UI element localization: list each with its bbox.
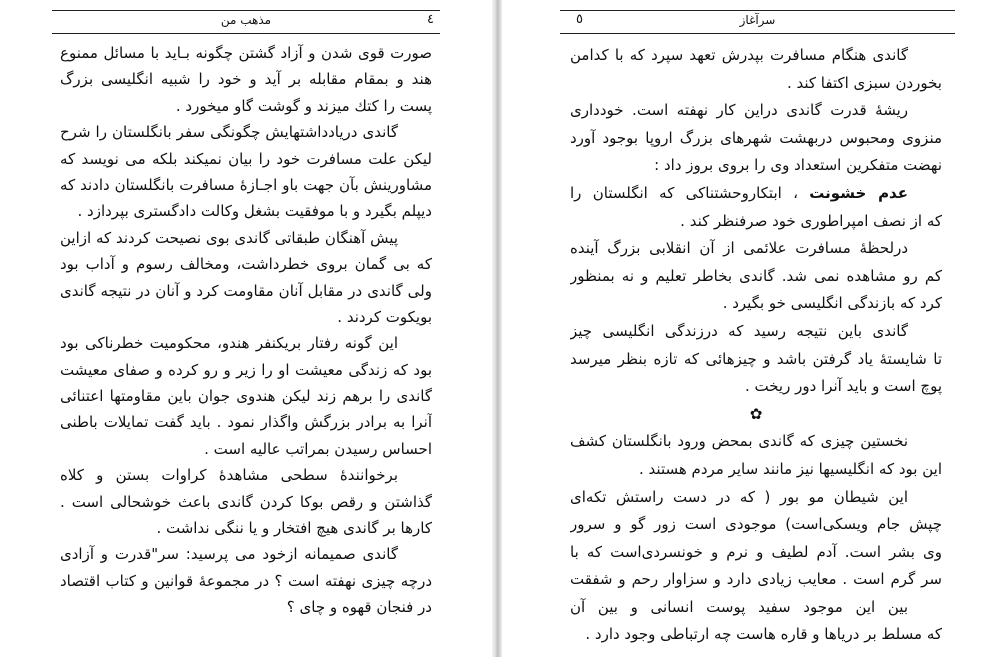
text-line: وی بشر است. آدم لطیف و نرم و خونسردی‌است که با [570,542,942,561]
running-header [560,10,955,34]
header-title: سرآغاز [739,13,776,27]
text-line: دیپلم بگیرد و با موفقیت بشغل وکالت دادگستری بپردازد . [77,202,432,221]
text-line: گاندی هنگام مسافرت بپدرش تعهد سپرد که با کدامن [570,46,908,64]
text-line: این بود که انگلیسیها نیز مانند سایر مردم هستند . [639,459,942,478]
text-line [570,180,942,208]
text-line: منزوی ومحبوس دربهشت شهرهای بزرگ اروپا بوجود آورد [570,128,942,147]
text-line: درلحظهٔ مسافرت علائمی از آن انقلابی بزرگ آینده [570,239,908,258]
section-ornament-icon: ✿ [749,404,763,423]
text-line: گاندی صمیمانه ازخود می پرسید: سر"قدرت و آزادی [60,545,398,564]
text-line: آنرا به برادر بزرگش واگذار نمود . باید گفت تمایلات باطنی [60,413,432,432]
text-line: مشاورینش بآن جهت باو اجـازهٔ مسافرت بانگلستان دادند که [60,175,432,194]
text-line: بخوردن سبزی اکتفا کند . [786,73,942,92]
text-line: برخوانندهٔ سطحی مشاهدهٔ کراوات بستن و کلاه [60,466,398,485]
text-line: گاندی را برهم زند لیکن هندوی جوان باین مقاومتها اعتنائی [60,387,432,406]
text-line: بویکوت کردند . [337,307,432,326]
text-line: چپش جام ویسکی‌است) موجودی است زور گو و سرور [570,515,942,534]
text-line: ولی گاندی در مقابل آنان مقاومت کرد و آنان در نتیجه گاندی [60,281,432,300]
text-line: که از نصف امپراطوری خود صرفنظر کند . [680,211,942,230]
book-spine [492,0,502,657]
text-line: گاندی باین نتیجه رسید که درزندگی انگلیسی چیز [570,321,908,340]
right-page [502,0,1002,657]
text-line-rest: ، ابتکاروحشتناکی که انگلستان را [570,183,798,202]
text-line: کارها بر گاندی هیچ افتخار و یا ننگی نداشت . [156,519,432,538]
text-line: ریشهٔ قدرت گاندی دراین کار نهفته است. خودداری [570,101,908,120]
text-line: که مسلط بر دریاها و قاره هاست چه ارتباطی وجود دارد . [585,625,942,644]
text-line: درچه چیزی نهفته است ؟ در مجموعهٔ قوانین و کتاب اقتصاد [60,571,432,590]
page-number: ٥ [576,12,583,27]
text-line: لیکن علت مسافرت خود را بیان نمیکند بلکه می نویسد که [60,149,432,168]
text-line: پست را کتك میزند و گوشت گاو میخورد . [175,96,432,115]
left-page [0,0,492,657]
text-line: گذاشتن و رقص بوکا کردن گاندی باعث خوشحالی است . [60,492,432,511]
text-line: احساس رسیدن بمراتب عالیه است . [204,439,432,458]
text-line: کرد که بازندگی انگلیسی خو بگیرد . [722,294,942,313]
text-line: که بی گمان بروی خطرداشت، ومخالف رسوم و آداب بود [60,255,432,274]
text-line: پیش آهنگان طبقاتی گاندی بوی نصیحت کردند که ازاین [60,228,398,247]
text-line: نهضت متفکرین استعداد وی را بروی بروز داد : [654,156,942,175]
header-title: مذهب من [220,13,272,27]
page-body [570,42,942,649]
text-line: گاندی دریادداشتهایش چگونگی سفر بانگلستان را شرح [60,123,398,142]
text-line: این گونه رفتار بریکنفر هندو، محکومیت خطرناکی بود [60,334,398,353]
text-line: سر گرم است . معایب زیادی دارد و سزاوار رحم و شفقت [570,570,942,589]
text-line: بود که زندگی معیشت او را زیر و رو کرده و صفای معیشت [60,360,432,379]
text-line: در فنجان قهوه و چای ؟ [286,598,432,617]
page-body [60,40,432,621]
running-header [52,10,440,34]
page-number: ٤ [427,12,434,27]
text-line: بین این موجود سفید پوست انسانی و بین آن [570,597,908,616]
text-line: صورت قوی شدن و آزاد گشتن چگونه بـاید با مسائل ممنوع [60,44,432,62]
bold-term: عدم خشونت [809,183,908,202]
text-line: کم رو مشاهده نمی شد. گاندی بخاطر تعلیم و نه بمنظور [570,266,942,285]
text-line: تا شایستهٔ یاد گرفتن باشد و چیزهائی که تازه بنظر میرسد [570,349,942,368]
text-line: پوچ است و باید آنرا دور ریخت . [744,377,942,396]
text-line: هند و بمقام مقابله بر آید و خود را شبیه انگلیسی بزرگ [60,70,432,89]
text-line: نخستین چیزی که گاندی بمحض ورود بانگلستان کشف [570,432,908,451]
text-line: این شیطان مو بور ( که در دست راستش تکه‌ای [570,487,908,506]
